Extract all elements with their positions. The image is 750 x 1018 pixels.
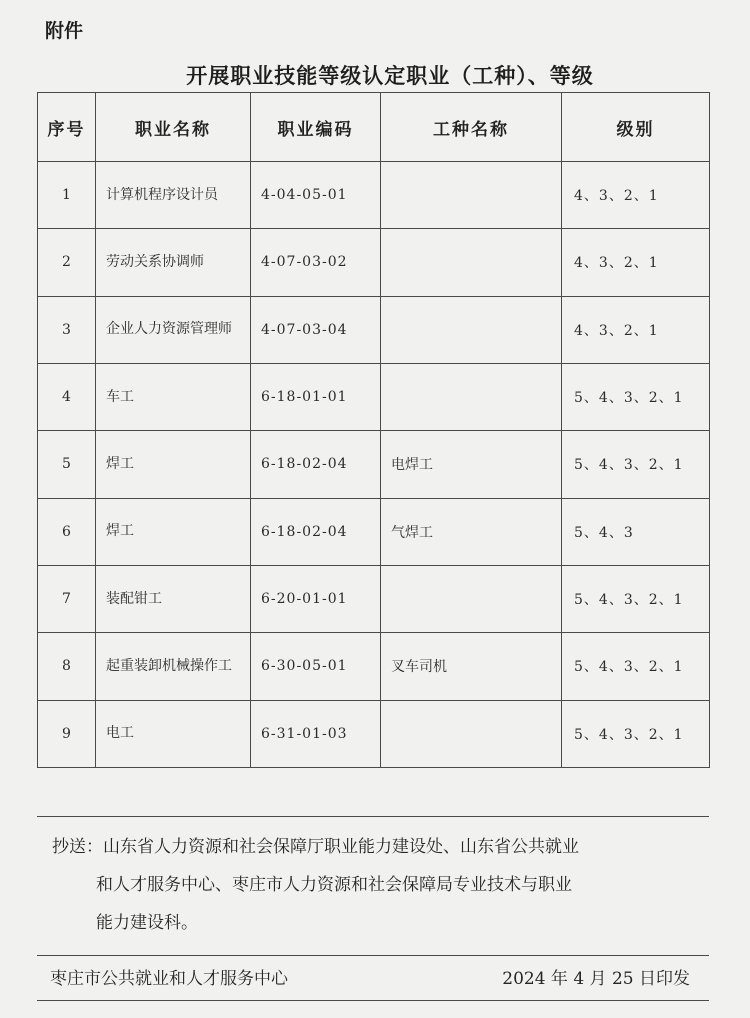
table-row — [38, 700, 710, 767]
header-no: 序号 — [38, 93, 96, 162]
cell-level: 5、4、3、2、1 — [562, 565, 710, 632]
cell-no: 9 — [38, 700, 96, 767]
cell-occupation-name: 起重装卸机械操作工 — [96, 633, 251, 700]
cell-occupation-name: 装配钳工 — [96, 565, 251, 632]
cell-level: 4、3、2、1 — [562, 229, 710, 296]
cell-occupation-code: 6-31-01-03 — [251, 700, 381, 767]
cell-level: 4、3、2、1 — [562, 162, 710, 229]
cell-occupation-name: 电工 — [96, 700, 251, 767]
cell-no: 1 — [38, 162, 96, 229]
cell-level: 5、4、3、2、1 — [562, 431, 710, 498]
cell-level: 5、4、3 — [562, 498, 710, 565]
cell-work-type — [381, 700, 562, 767]
cc-line-1: 抄送：山东省人力资源和社会保障厅职业能力建设处、山东省公共就业 — [52, 837, 579, 857]
cell-no: 2 — [38, 229, 96, 296]
cell-occupation-name: 计算机程序设计员 — [96, 162, 251, 229]
cell-work-type — [381, 229, 562, 296]
attachment-label: 附件 — [45, 20, 84, 42]
cell-no: 5 — [38, 431, 96, 498]
cell-level: 4、3、2、1 — [562, 296, 710, 363]
cc-line-2: 和人才服务中心、枣庄市人力资源和社会保障局专业技术与职业 — [96, 875, 572, 895]
cell-work-type: 气焊工 — [381, 498, 562, 565]
cell-occupation-code: 4-07-03-04 — [251, 296, 381, 363]
cc-top-rule — [37, 816, 709, 817]
table-header-row — [38, 93, 710, 162]
header-level: 级别 — [562, 93, 710, 162]
cell-no: 8 — [38, 633, 96, 700]
table-row — [38, 498, 710, 565]
footer-top-rule — [37, 955, 709, 956]
table-row — [38, 633, 710, 700]
table-row — [38, 229, 710, 296]
footer-bottom-rule — [37, 1000, 709, 1001]
cell-work-type — [381, 565, 562, 632]
cell-no: 7 — [38, 565, 96, 632]
cc-recipients — [52, 828, 702, 942]
table-row — [38, 162, 710, 229]
cell-work-type — [381, 296, 562, 363]
cell-level: 5、4、3、2、1 — [562, 363, 710, 430]
table-row — [38, 363, 710, 430]
cell-level: 5、4、3、2、1 — [562, 633, 710, 700]
cell-occupation-name: 企业人力资源管理师 — [96, 296, 251, 363]
cell-no: 4 — [38, 363, 96, 430]
cell-occupation-code: 6-20-01-01 — [251, 565, 381, 632]
cell-no: 3 — [38, 296, 96, 363]
cell-occupation-name: 焊工 — [96, 498, 251, 565]
cell-occupation-code: 4-07-03-02 — [251, 229, 381, 296]
cell-occupation-name: 焊工 — [96, 431, 251, 498]
cell-occupation-code: 6-18-02-04 — [251, 498, 381, 565]
cell-work-type: 叉车司机 — [381, 633, 562, 700]
cell-occupation-code: 6-30-05-01 — [251, 633, 381, 700]
header-occupation-name: 职业名称 — [96, 93, 251, 162]
header-work-type: 工种名称 — [381, 93, 562, 162]
table-row — [38, 431, 710, 498]
cell-level: 5、4、3、2、1 — [562, 700, 710, 767]
cell-work-type — [381, 162, 562, 229]
document-title: 开展职业技能等级认定职业（工种）、等级 — [186, 64, 594, 88]
cc-line-3: 能力建设科。 — [96, 913, 198, 933]
cell-no: 6 — [38, 498, 96, 565]
cell-occupation-name: 车工 — [96, 363, 251, 430]
cell-occupation-name: 劳动关系协调师 — [96, 229, 251, 296]
cell-work-type — [381, 363, 562, 430]
cell-occupation-code: 4-04-05-01 — [251, 162, 381, 229]
cell-occupation-code: 6-18-02-04 — [251, 431, 381, 498]
table-row — [38, 296, 710, 363]
header-occupation-code: 职业编码 — [251, 93, 381, 162]
cell-work-type: 电焊工 — [381, 431, 562, 498]
occupation-table — [37, 92, 710, 768]
issuer-name: 枣庄市公共就业和人才服务中心 — [50, 969, 288, 989]
issue-date: 2024 年 4 月 25 日印发 — [502, 969, 690, 989]
cell-occupation-code: 6-18-01-01 — [251, 363, 381, 430]
table-row — [38, 565, 710, 632]
